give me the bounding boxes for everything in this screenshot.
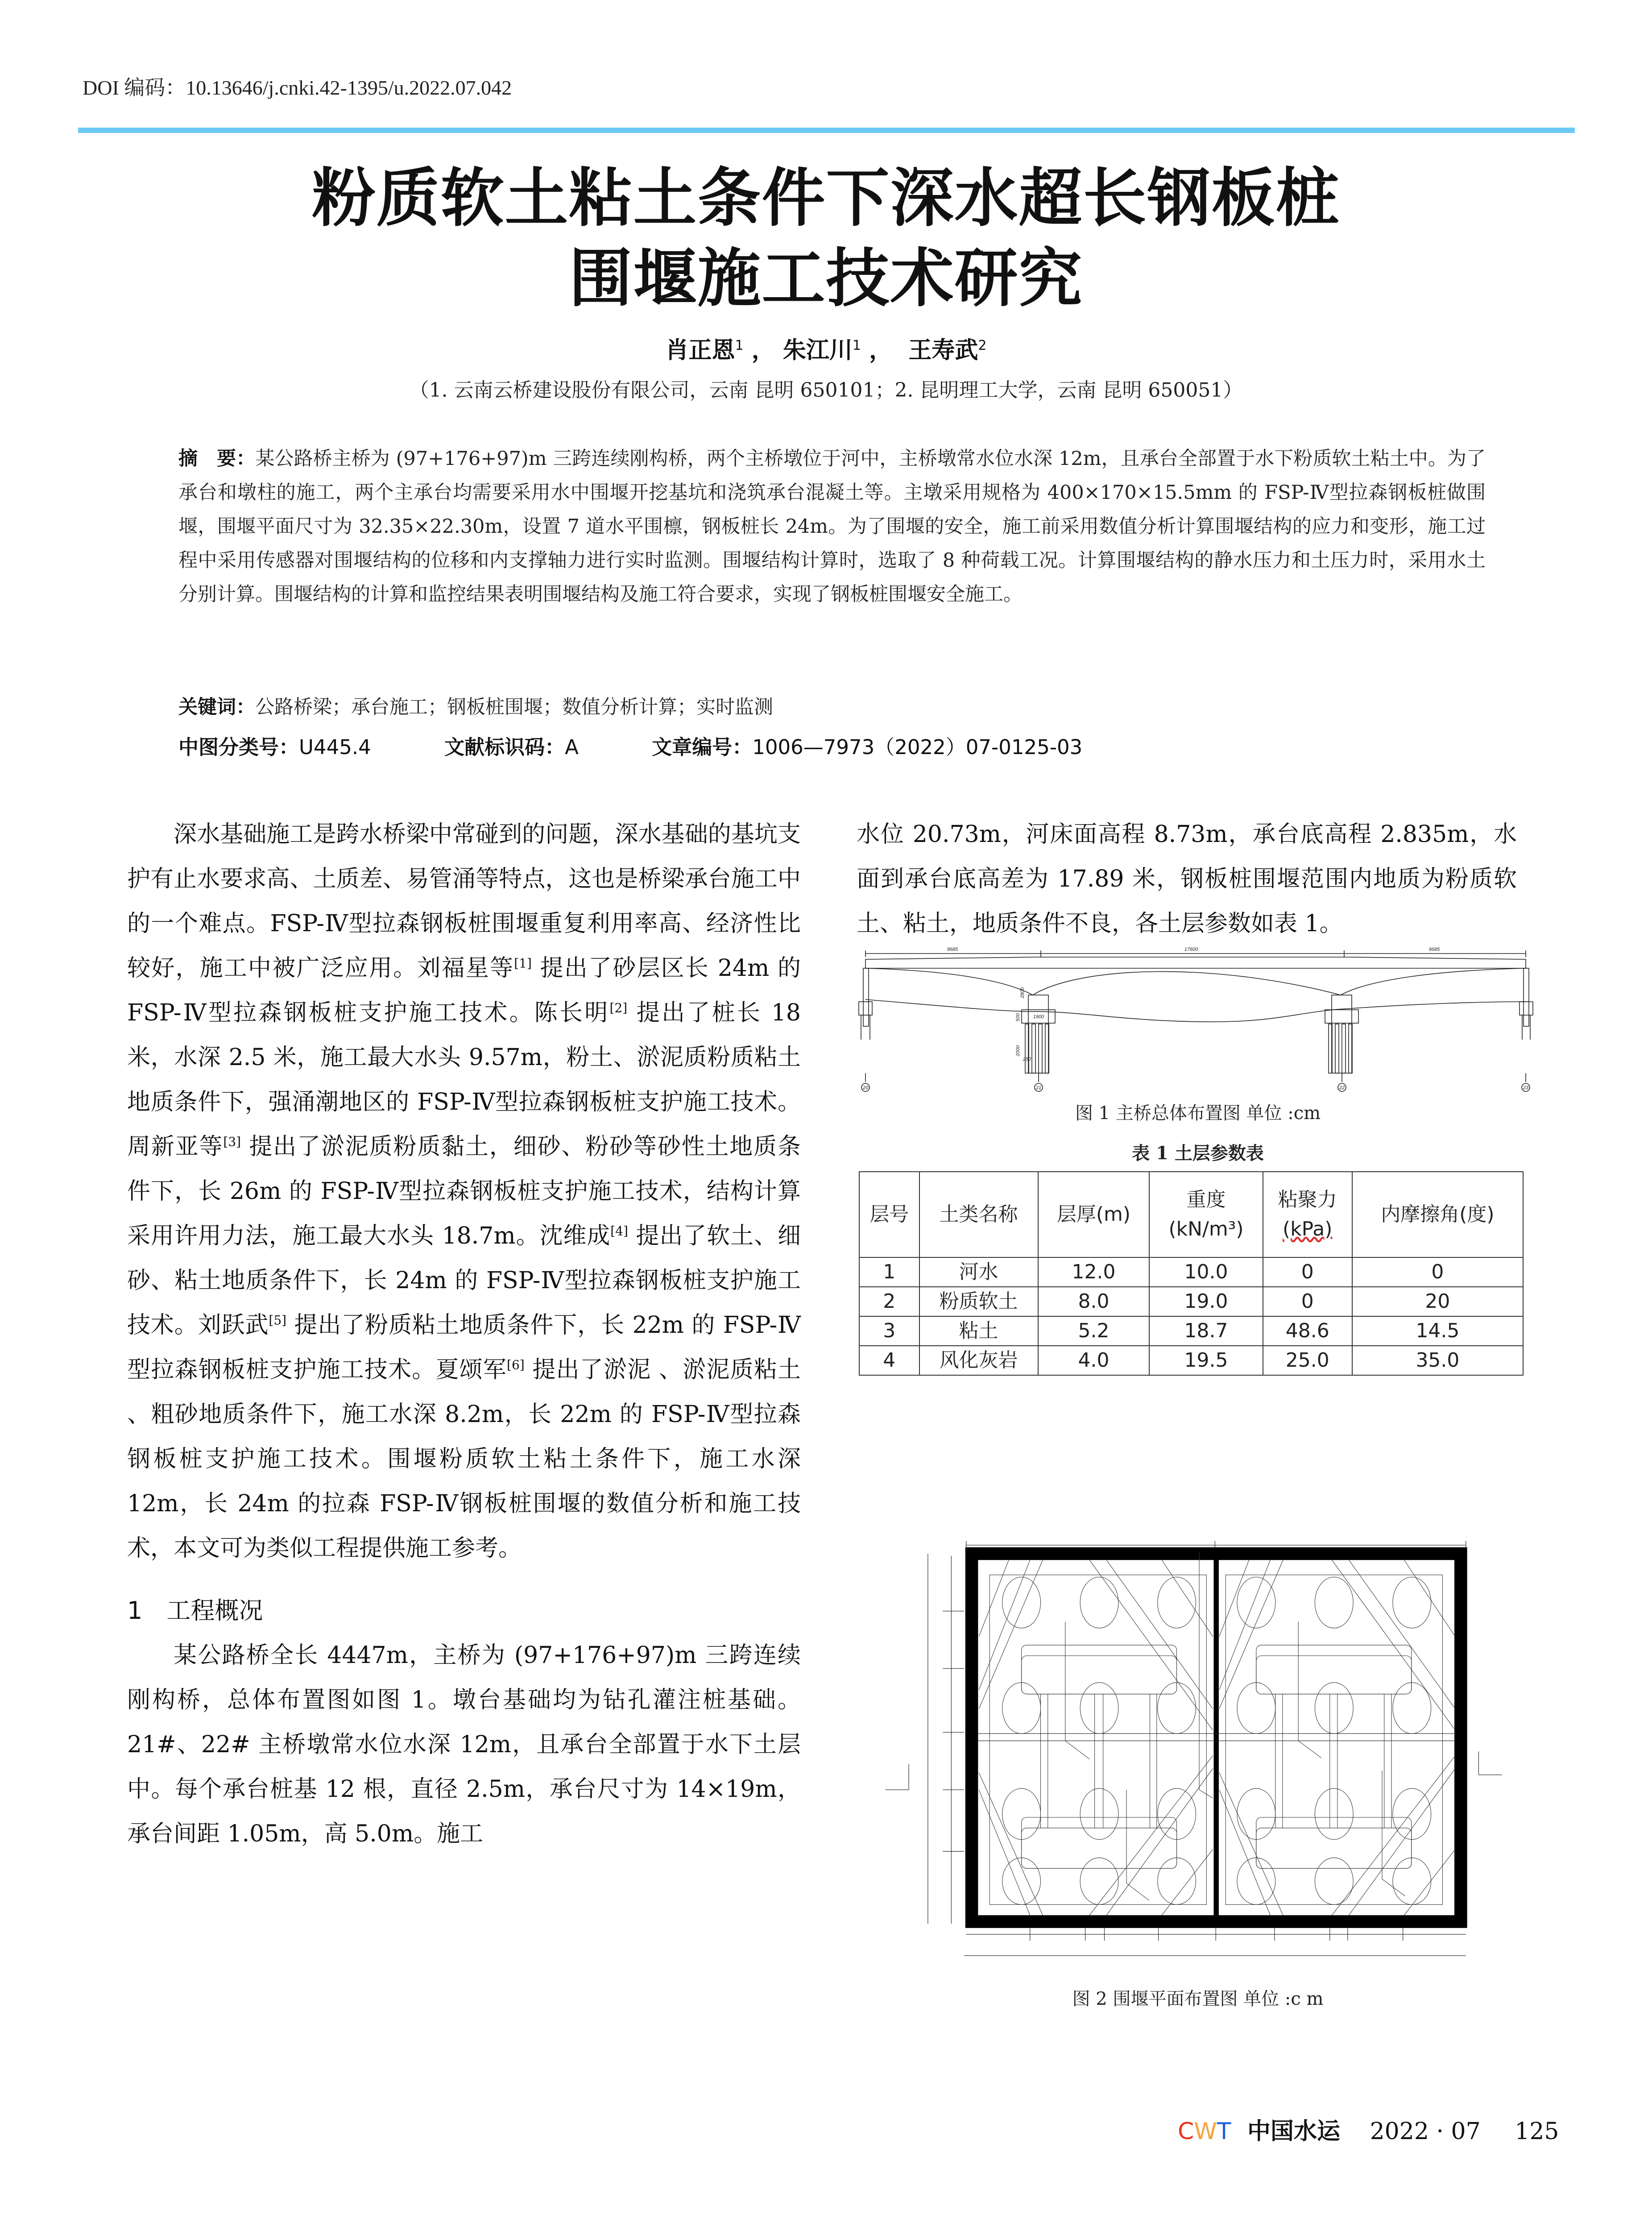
- abstract-text: 某公路桥主桥为 (97+176+97)m 三跨连续刚构桥，两个主桥墩位于河中，主桥墩常水位水深 12m，且承台全部置于水下粉质软土粘土中。为了承台和墩柱的施工，两个主承台均需要采用水中围堰开挖基坑和浇筑承台混凝土等。主墩采用规格为 400×170×15.5mm 的 FSP-Ⅳ型拉森钢板桩做围堰，围堰平面尺寸为 32.35×22.30m，设置 7 道水平围檩，钢板桩长 24m。为了围堰的安全，施工前采用数值分析计算围堰结构的应力和变形，施工过程中采用传感器对围堰结构的位移和内支撑轴力进行实时监测。围堰结构计算时，选取了 8 种荷载工况。计算围堰结构的静水压力和土压力时，采用水土分别计算。围堰结构的计算和监控结果表明围堰结构及施工符合要求，实现了钢板桩围堰安全施工。: [178, 448, 1486, 605]
- citation-ref[interactable]: [4]: [610, 1223, 628, 1239]
- intro-text: 提出了砂层区长 24m 的 FSP-Ⅳ型拉森钢板桩支护施工技术。陈长明: [127, 955, 801, 1026]
- body-right-column: [857, 812, 1517, 946]
- journal-name: 中国水运: [1247, 2118, 1341, 2145]
- cwt-letter: T: [1217, 2118, 1231, 2145]
- table-cell: 14.5: [1352, 1316, 1523, 1346]
- figure-1-bridge-elevation: [857, 944, 1539, 1095]
- dim-label: 500: [1015, 1013, 1021, 1022]
- span-label: 17600: [1184, 947, 1198, 952]
- issue-number: 2022 · 07: [1370, 2118, 1481, 2145]
- doc-code-value: A: [565, 735, 579, 759]
- figure-1-caption: 图 1 主桥总体布置图 单位 :cm: [1075, 1103, 1321, 1124]
- girder-soffit: [865, 968, 1526, 995]
- cohesion-unit: (kPa): [1283, 1218, 1333, 1240]
- affiliations: （1. 云南云桥建设股份有限公司，云南 昆明 650101；2. 昆明理工大学，云南 昆明 650051）: [409, 379, 1243, 402]
- table-cell: 2: [859, 1287, 919, 1316]
- col-header-cohesion: [1263, 1172, 1352, 1257]
- table-row: [859, 1287, 1523, 1316]
- clc-label: 中图分类号：: [178, 735, 299, 759]
- table-cell: 粘土: [919, 1316, 1038, 1346]
- span-label: 9685: [1428, 947, 1440, 952]
- table-cell: 风化灰岩: [919, 1346, 1038, 1375]
- col-header-unit-weight: [1149, 1172, 1263, 1257]
- author-affiliation-mark: 2: [978, 338, 987, 353]
- citation-ref[interactable]: [2]: [609, 1000, 628, 1016]
- pile-cap-22: [1325, 1010, 1358, 1023]
- pier-label: 22: [1339, 1085, 1345, 1091]
- pile-cap-outline-left: [990, 1575, 1206, 1905]
- section-heading: 1 工程概况: [127, 1597, 263, 1625]
- article-number-value: 1006—7973（2022）07-0125-03: [752, 735, 1083, 759]
- bridge-deck: [865, 957, 1526, 968]
- intro-paragraph: [127, 812, 801, 1571]
- author-affiliation-mark: 1: [735, 338, 744, 353]
- piles-22: [1329, 1024, 1352, 1073]
- page-number: 125: [1515, 2118, 1559, 2145]
- table-cell: 5.2: [1038, 1316, 1150, 1346]
- clc-item: [178, 734, 371, 761]
- citation-ref[interactable]: [1]: [514, 956, 532, 971]
- table-cell: 25.0: [1263, 1346, 1352, 1375]
- diagonal-bracing-left: [979, 1560, 1213, 1915]
- table-1-caption: 表 1 土层参数表: [1132, 1143, 1264, 1164]
- dim-label: 250: [1023, 1057, 1031, 1062]
- abstract: [178, 442, 1486, 611]
- soil-parameter-table: [859, 1171, 1524, 1376]
- col-header-thickness: 层厚(m): [1038, 1172, 1150, 1257]
- author-separator: ，: [751, 337, 775, 364]
- citation-ref[interactable]: [3]: [223, 1134, 241, 1149]
- header-rule: [78, 128, 1575, 133]
- piles-21: [1025, 1024, 1049, 1073]
- unit-weight-label: 重度: [1186, 1188, 1226, 1211]
- table-row: [859, 1316, 1523, 1346]
- table-cell: 4: [859, 1346, 919, 1375]
- article-title-line-2: 围堰施工技术研究: [569, 242, 1083, 315]
- intro-text: 深水基础施工是跨水桥梁中常碰到的问题，深水基础的基坑支护有止水要求高、土质差、易管涌等特点，这也是桥梁承台施工中的一个难点。FSP-Ⅳ型拉森钢板桩围堰重复利用率高、经济性比较好，施工中被广泛应用。刘福星等: [127, 821, 801, 982]
- cwt-logo: [1178, 2118, 1231, 2145]
- table-row: [859, 1257, 1523, 1287]
- dim-label: 2800: [1020, 987, 1025, 999]
- table-cell: 48.6: [1263, 1316, 1352, 1346]
- intro-text: 提出了粉质粘土地质条件下，长 22m 的 FSP-Ⅳ型拉森钢板桩支护施工技术。夏颂军: [127, 1312, 801, 1383]
- table-cell: 1: [859, 1257, 919, 1287]
- figure-2-caption: 图 2 围堰平面布置图 单位 :c m: [1072, 1989, 1324, 2009]
- keywords-label: 关键词：: [178, 696, 255, 718]
- author-name: 肖正恩: [665, 337, 735, 364]
- table-header-row: [859, 1172, 1523, 1257]
- riverbed-line: [865, 999, 1526, 1022]
- table-cell: 20: [1352, 1287, 1523, 1316]
- table-cell: 0: [1352, 1257, 1523, 1287]
- author-affiliation-mark: 1: [852, 338, 861, 353]
- col-header-soil-name: 土类名称: [919, 1172, 1038, 1257]
- pier-23: [1524, 968, 1529, 1026]
- table-cell: 河水: [919, 1257, 1038, 1287]
- unit-weight-unit: (kN/m³): [1168, 1218, 1244, 1240]
- author-separator: ，: [869, 337, 901, 364]
- table-cell: 12.0: [1038, 1257, 1150, 1287]
- table-cell: 0: [1263, 1287, 1352, 1316]
- pier-20: [863, 968, 869, 1026]
- figure-2-cofferdam-plan: [857, 1526, 1544, 1981]
- table-cell: 35.0: [1352, 1346, 1523, 1375]
- author-name: 王寿武: [908, 337, 978, 364]
- doc-code-label: 文献标识码：: [444, 735, 565, 759]
- intro-text: 提出了桩长 18 米，水深 2.5 米，施工最大水头 9.57m，粉土、淤泥质粉质粘土地质条件下，强涌潮地区的 FSP-Ⅳ型拉森钢板桩支护施工技术。周新亚等: [127, 999, 801, 1160]
- doc-code-item: [444, 734, 579, 761]
- table-cell: 0: [1263, 1257, 1352, 1287]
- pier-label: 23: [1523, 1085, 1529, 1091]
- doi-line: DOI 编码：10.13646/j.cnki.42-1395/u.2022.07.042: [83, 76, 512, 99]
- table-cell: 3: [859, 1316, 919, 1346]
- table-cell: 10.0: [1149, 1257, 1263, 1287]
- keywords-text: 公路桥梁；承台施工；钢板桩围堰；数值分析计算；实时监测: [255, 696, 773, 718]
- intro-text: 提出了淤泥质粉质黏土，细砂、粉砂等砂性土地质条件下，长 26m 的 FSP-Ⅳ型拉森钢板桩支护施工技术，结构计算采用许用力法，施工最大水头 18.7m。沈维成: [127, 1133, 801, 1249]
- table-cell: 18.7: [1149, 1316, 1263, 1346]
- table-cell: 19.0: [1149, 1287, 1263, 1316]
- leader-lines: [1065, 1551, 1405, 1900]
- article-title-line-1: 粉质软土粘土条件下深水超长钢板桩: [312, 162, 1340, 235]
- abstract-label: 摘 要：: [178, 448, 256, 470]
- dim-label: 2000: [1015, 1045, 1021, 1057]
- cohesion-label: 粘聚力: [1278, 1188, 1337, 1211]
- span-label: 9685: [947, 947, 958, 952]
- clc-value: U445.4: [299, 735, 371, 759]
- pier-label: 20: [862, 1085, 869, 1091]
- page-footer: [1178, 2117, 1559, 2146]
- table-cell: 粉质软土: [919, 1287, 1038, 1316]
- intro-text: 提出了软土、细砂、粘土地质条件下，长 24m 的 FSP-Ⅳ型拉森钢板桩支护施工技术。刘跃武: [127, 1223, 801, 1339]
- article-number-label: 文章编号：: [652, 735, 753, 759]
- citation-ref[interactable]: [5]: [269, 1313, 287, 1328]
- author-name: 朱江川: [783, 337, 853, 364]
- dim-label: 1900: [1033, 1014, 1044, 1020]
- right-paragraph: 水位 20.73m，河床面高程 8.73m，承台底高程 2.835m，水面到承台底高差为 17.89 米，钢板桩围堰范围内地质为粉质软土、粘土，地质条件不良，各土层参数如表 1。: [857, 821, 1517, 937]
- col-header-layer-no: 层号: [859, 1172, 919, 1257]
- body-left-column: [127, 812, 801, 1856]
- table-cell: 4.0: [1038, 1346, 1150, 1375]
- author-list: [0, 330, 1652, 366]
- cwt-letter: C: [1178, 2118, 1194, 2145]
- intro-text: 提出了淤泥 、淤泥质粘土 、粗砂地质条件下，施工水深 8.2m，长 22m 的 FSP-Ⅳ型拉森钢板桩支护施工技术。围堰粉质软土粘土条件下，施工水深 12m，长 24m 的拉森 FSP-Ⅳ钢板桩围堰的数值分析和施工技术，本文可为类似工程提供施工参考。: [127, 1356, 801, 1562]
- pier-column-left: [1022, 1645, 1177, 1868]
- section-paragraph: 某公路桥全长 4447m，主桥为 (97+176+97)m 三跨连续刚构桥，总体布置图如图 1。墩台基础均为钻孔灌注桩基础。21#、22# 主桥墩常水位水深 12m，且承台全部置于水下土层中。每个承台桩基 12 根，直径 2.5m，承台尺寸为 14×19m，承台间距 1.05m，高 5.0m。施工: [127, 1642, 801, 1847]
- classification-line: [178, 734, 1517, 761]
- table-row: [859, 1346, 1523, 1375]
- pier-column-right: [1256, 1645, 1412, 1868]
- cwt-letter: W: [1194, 2118, 1217, 2145]
- article-number-item: [652, 734, 1082, 761]
- citation-ref[interactable]: [6]: [507, 1357, 525, 1373]
- col-header-friction-angle: 内摩擦角(度): [1352, 1172, 1523, 1257]
- pier-label: 21: [1035, 1085, 1042, 1091]
- keywords: [178, 694, 773, 721]
- table-cell: 19.5: [1149, 1346, 1263, 1375]
- table-cell: 8.0: [1038, 1287, 1150, 1316]
- pile-cap-outline-right: [1226, 1575, 1442, 1905]
